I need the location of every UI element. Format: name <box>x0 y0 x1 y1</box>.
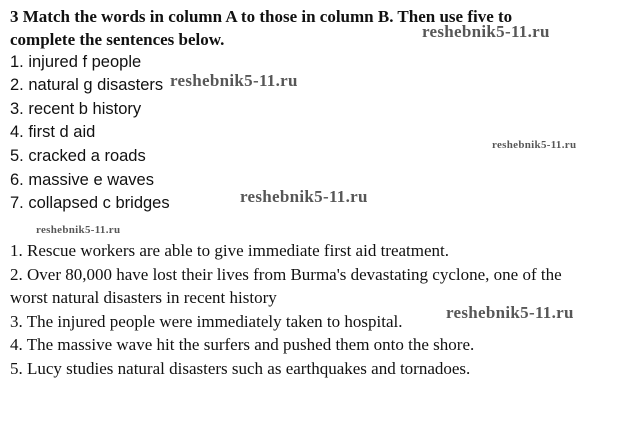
pair-item-5: 5. cracked a roads <box>10 147 146 165</box>
pair-item-3: 3. recent b history <box>10 100 142 118</box>
pair-item-1: 1. injured f people <box>10 53 142 71</box>
watermark: reshebnik5-11.ru <box>446 303 574 322</box>
pair-item-2: 2. natural g disasters <box>10 76 164 94</box>
sentence-4: 4. The massive wave hit the surfers and pushed them onto the shore. <box>10 335 475 354</box>
pair-item-6: 6. massive e waves <box>10 171 154 189</box>
pair-item-4: 4. first d aid <box>10 123 96 141</box>
watermark: reshebnik5-11.ru <box>422 22 550 41</box>
watermark: reshebnik5-11.ru <box>36 224 121 236</box>
watermark: reshebnik5-11.ru <box>492 139 577 151</box>
sentence-2-line-1: 2. Over 80,000 have lost their lives from Burma's devastating cyclone, one of the <box>10 265 562 284</box>
sentence-1: 1. Rescue workers are able to give immediate first aid treatment. <box>10 241 450 260</box>
sentence-2-line-2: worst natural disasters in recent history <box>10 288 277 307</box>
sentence-3: 3. The injured people were immediately taken to hospital. <box>10 312 403 331</box>
pair-item-7: 7. collapsed c bridges <box>10 194 170 212</box>
exercise-heading-line-1: 3 Match the words in column A to those in column B. Then use five to <box>10 7 513 26</box>
sentence-5: 5. Lucy studies natural disasters such as earthquakes and tornadoes. <box>10 359 471 378</box>
watermark: reshebnik5-11.ru <box>240 187 368 206</box>
exercise-heading-line-2: complete the sentences below. <box>10 30 225 49</box>
watermark: reshebnik5-11.ru <box>170 71 298 90</box>
